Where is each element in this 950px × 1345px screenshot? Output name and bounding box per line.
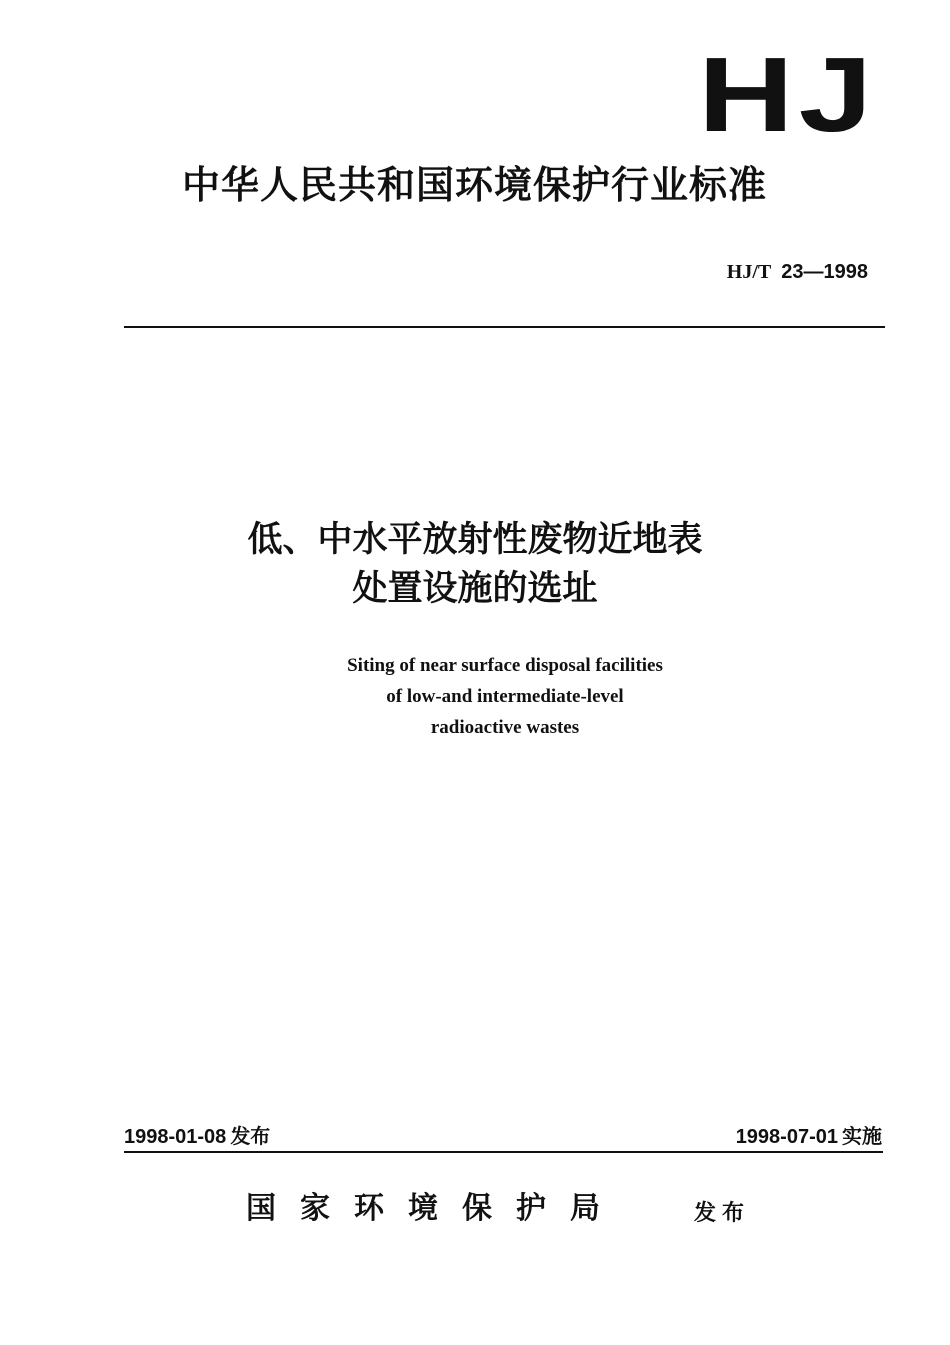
effective-date-label: 实施: [842, 1124, 882, 1148]
standard-code: [727, 262, 868, 282]
chinese-title-line-2: 处置设施的选址: [352, 569, 598, 609]
issuing-authority: 国家环境保护局: [246, 1191, 624, 1226]
issue-date-label: 发布: [230, 1124, 271, 1148]
hj-logo: HJ: [698, 36, 878, 154]
effective-date: [736, 1126, 882, 1147]
standard-prefix: HJ/T: [726, 261, 772, 283]
english-title: [0, 650, 950, 743]
bottom-divider: [124, 1151, 883, 1153]
chinese-title-line-1: 低、中水平放射性废物近地表: [247, 520, 703, 560]
issue-date: [124, 1126, 270, 1147]
english-title-line-2: of low-and intermediate-level: [386, 686, 624, 707]
english-title-line-3: radioactive wastes: [430, 717, 580, 738]
english-title-line-1: Siting of near surface disposal facilities: [347, 655, 663, 676]
chinese-title: [0, 516, 950, 614]
issuing-label: 发布: [694, 1200, 751, 1226]
top-divider: [124, 326, 885, 328]
standard-number: 23—1998: [781, 261, 868, 283]
issue-date-value: 1998-01-08: [124, 1126, 227, 1148]
effective-date-value: 1998-07-01: [735, 1126, 838, 1148]
organization-title: 中华人民共和国环境保护行业标准: [182, 163, 768, 207]
